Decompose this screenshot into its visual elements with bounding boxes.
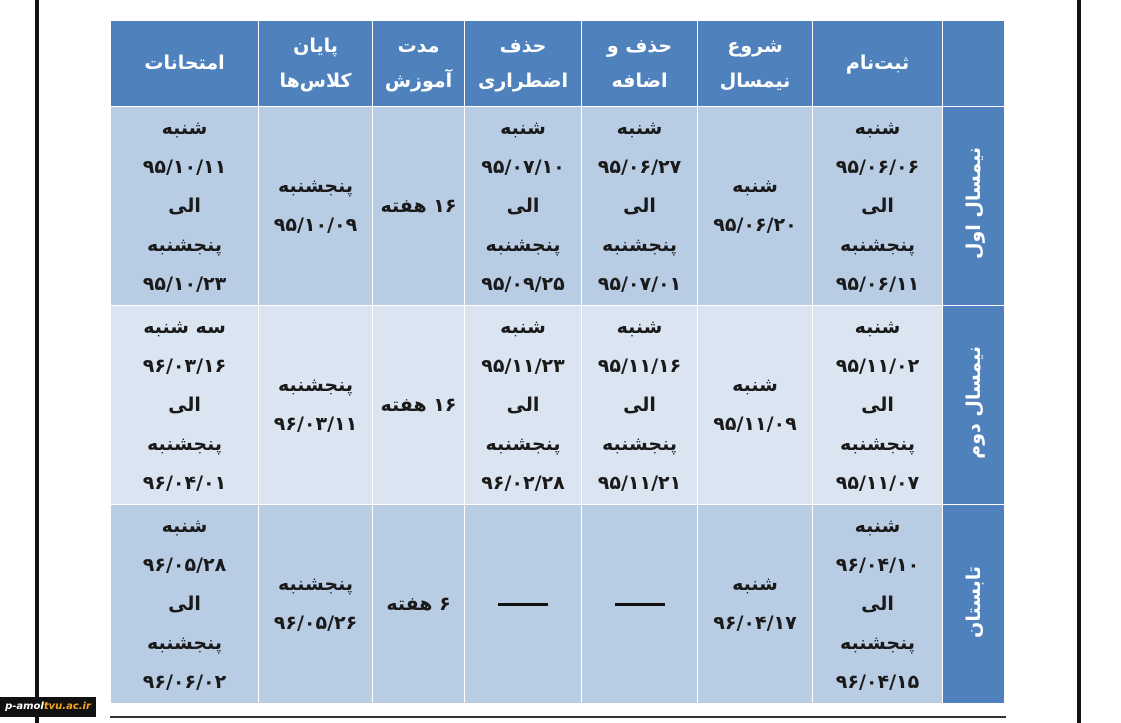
cell-line: ۹۵/۰۹/۲۵ <box>481 272 565 295</box>
header-line: امتحانات <box>144 52 225 74</box>
row-label <box>943 107 1005 306</box>
header-classes-end <box>259 21 373 107</box>
cell-line: شنبه <box>161 116 208 139</box>
cell-line: ۱۶ هفته <box>380 194 457 217</box>
cell-line: پنجشنبه <box>840 233 915 256</box>
cell-line: شنبه <box>732 175 778 197</box>
cell-line: الی <box>506 393 540 416</box>
watermark-prefix: p-amol <box>5 701 44 712</box>
cell-line: ۹۶/۰۴/۰۱ <box>142 471 227 494</box>
table-cell <box>698 306 813 505</box>
cell-line: پنجشنبه <box>147 233 222 256</box>
cell-line: ۹۵/۰۶/۲۷ <box>597 155 682 178</box>
right-border-line <box>1077 0 1081 723</box>
cell-line: ۹۶/۰۴/۱۰ <box>835 553 920 576</box>
cell-line: شنبه <box>854 514 901 537</box>
row-first-semester <box>111 107 1005 306</box>
row-second-semester <box>111 306 1005 505</box>
cell-line: ۶ هفته <box>386 592 451 615</box>
table-cell <box>111 505 259 704</box>
header-exams <box>111 21 259 107</box>
cell-line: شنبه <box>854 315 901 338</box>
table-cell <box>259 107 373 306</box>
cell-line: ۹۶/۰۲/۲۸ <box>481 471 565 494</box>
cell-line: الی <box>861 393 894 416</box>
table-cell <box>698 505 813 704</box>
header-row <box>111 21 1005 107</box>
table-cell <box>698 107 813 306</box>
cell-line: پنجشنبه <box>485 432 561 455</box>
cell-line: ۹۶/۰۴/۱۷ <box>713 612 797 634</box>
header-semester-start <box>698 21 813 107</box>
cell-line: پنجشنبه <box>278 573 353 595</box>
cell-line: ۹۶/۰۵/۲۸ <box>142 553 227 576</box>
row-label-text: نیمسال اول <box>962 147 985 260</box>
cell-line: سه شنبه <box>143 315 226 338</box>
row-label <box>943 306 1005 505</box>
cell-line: ۹۶/۰۶/۰۲ <box>142 670 227 693</box>
header-line: شروع <box>727 34 783 57</box>
cell-line: ۹۵/۱۰/۱۱ <box>142 155 227 178</box>
header-line: نیمسال <box>719 69 791 92</box>
cell-line: پنجشنبه <box>147 631 222 654</box>
watermark-logo <box>0 697 96 717</box>
header-emergency-drop <box>465 21 582 107</box>
cell-line: شنبه <box>616 315 663 338</box>
cell-line: ۹۶/۰۳/۱۱ <box>273 413 358 435</box>
academic-calendar-table <box>110 20 1005 704</box>
cell-line: ۱۶ هفته <box>380 393 457 416</box>
cell-line: ۹۶/۰۳/۱۶ <box>142 354 227 377</box>
cell-line: پنجشنبه <box>278 374 353 396</box>
cell-line: پنجشنبه <box>602 233 677 256</box>
table-cell <box>259 505 373 704</box>
cell-line: ۹۵/۰۶/۲۰ <box>713 214 797 236</box>
header-corner <box>943 21 1005 107</box>
table-body <box>111 107 1005 704</box>
cell-line: ۹۵/۱۱/۲۳ <box>481 354 565 377</box>
header-line: کلاس‌ها <box>279 69 352 92</box>
cell-line: ۹۵/۱۰/۰۹ <box>273 214 358 236</box>
cell-line: پنجشنبه <box>602 432 677 455</box>
header-line: ثبت‌نام <box>845 52 910 74</box>
table-cell <box>465 505 582 704</box>
table-cell <box>813 306 943 505</box>
cell-line: ۹۵/۰۷/۰۱ <box>597 272 682 295</box>
cell-line: ۹۵/۱۱/۰۹ <box>713 413 797 435</box>
table-cell <box>465 306 582 505</box>
watermark-accent: tvu.ac.ir <box>43 701 91 712</box>
header-add-drop <box>582 21 698 107</box>
table-cell <box>259 306 373 505</box>
table-cell <box>373 107 465 306</box>
header-line: اضافه <box>611 69 668 92</box>
cell-line: پنجشنبه <box>278 175 353 197</box>
cell-line: شنبه <box>500 315 546 338</box>
left-border-line <box>35 0 39 723</box>
cell-line: الی <box>623 194 656 217</box>
cell-line: پنجشنبه <box>840 432 915 455</box>
header-line: حذف و <box>606 34 673 57</box>
cell-line: الی <box>623 393 656 416</box>
header-line: آموزش <box>384 69 453 92</box>
row-summer <box>111 505 1005 704</box>
cell-line: الی <box>506 194 540 217</box>
dash-mark <box>498 603 548 606</box>
cell-line: ۹۵/۱۱/۰۷ <box>835 471 920 494</box>
row-label-text: تابستان <box>962 565 985 638</box>
cell-line: شنبه <box>161 514 208 537</box>
table-cell <box>465 107 582 306</box>
cell-line: ۹۵/۰۷/۱۰ <box>481 155 565 178</box>
table-cell <box>582 107 698 306</box>
table-cell <box>582 505 698 704</box>
cell-line: شنبه <box>732 573 778 595</box>
row-label-text: نیمسال دوم <box>962 346 985 459</box>
cell-line: شنبه <box>732 374 778 396</box>
cell-line: پنجشنبه <box>147 432 222 455</box>
cell-line: پنجشنبه <box>840 631 915 654</box>
cell-line: ۹۵/۱۱/۲۱ <box>597 471 682 494</box>
header-line: مدت <box>397 34 440 57</box>
cell-line: الی <box>861 592 894 615</box>
table-cell <box>582 306 698 505</box>
cell-line: ۹۶/۰۴/۱۵ <box>835 670 920 693</box>
cell-line: شنبه <box>616 116 663 139</box>
header-duration <box>373 21 465 107</box>
cell-line: پنجشنبه <box>485 233 561 256</box>
cell-line: الی <box>168 393 201 416</box>
header-line: پایان <box>293 34 338 57</box>
header-line: حذف <box>499 34 547 57</box>
header-registration <box>813 21 943 107</box>
bottom-rule <box>110 716 1006 718</box>
table-cell <box>813 505 943 704</box>
table-cell <box>111 306 259 505</box>
dash-mark <box>615 603 665 606</box>
cell-line: ۹۵/۰۶/۱۱ <box>835 272 920 295</box>
cell-line: شنبه <box>500 116 546 139</box>
table-cell <box>813 107 943 306</box>
cell-line: الی <box>861 194 894 217</box>
cell-line: شنبه <box>854 116 901 139</box>
table-cell <box>373 306 465 505</box>
table-cell <box>373 505 465 704</box>
cell-line: ۹۵/۰۶/۰۶ <box>835 155 920 178</box>
row-label <box>943 505 1005 704</box>
cell-line: ۹۵/۱۰/۲۳ <box>142 272 227 295</box>
cell-line: ۹۶/۰۵/۲۶ <box>273 612 358 634</box>
table-cell <box>111 107 259 306</box>
cell-line: ۹۵/۱۱/۱۶ <box>597 354 682 377</box>
cell-line: الی <box>168 194 201 217</box>
cell-line: ۹۵/۱۱/۰۲ <box>835 354 920 377</box>
header-line: اضطراری <box>477 69 569 92</box>
cell-line: الی <box>168 592 201 615</box>
